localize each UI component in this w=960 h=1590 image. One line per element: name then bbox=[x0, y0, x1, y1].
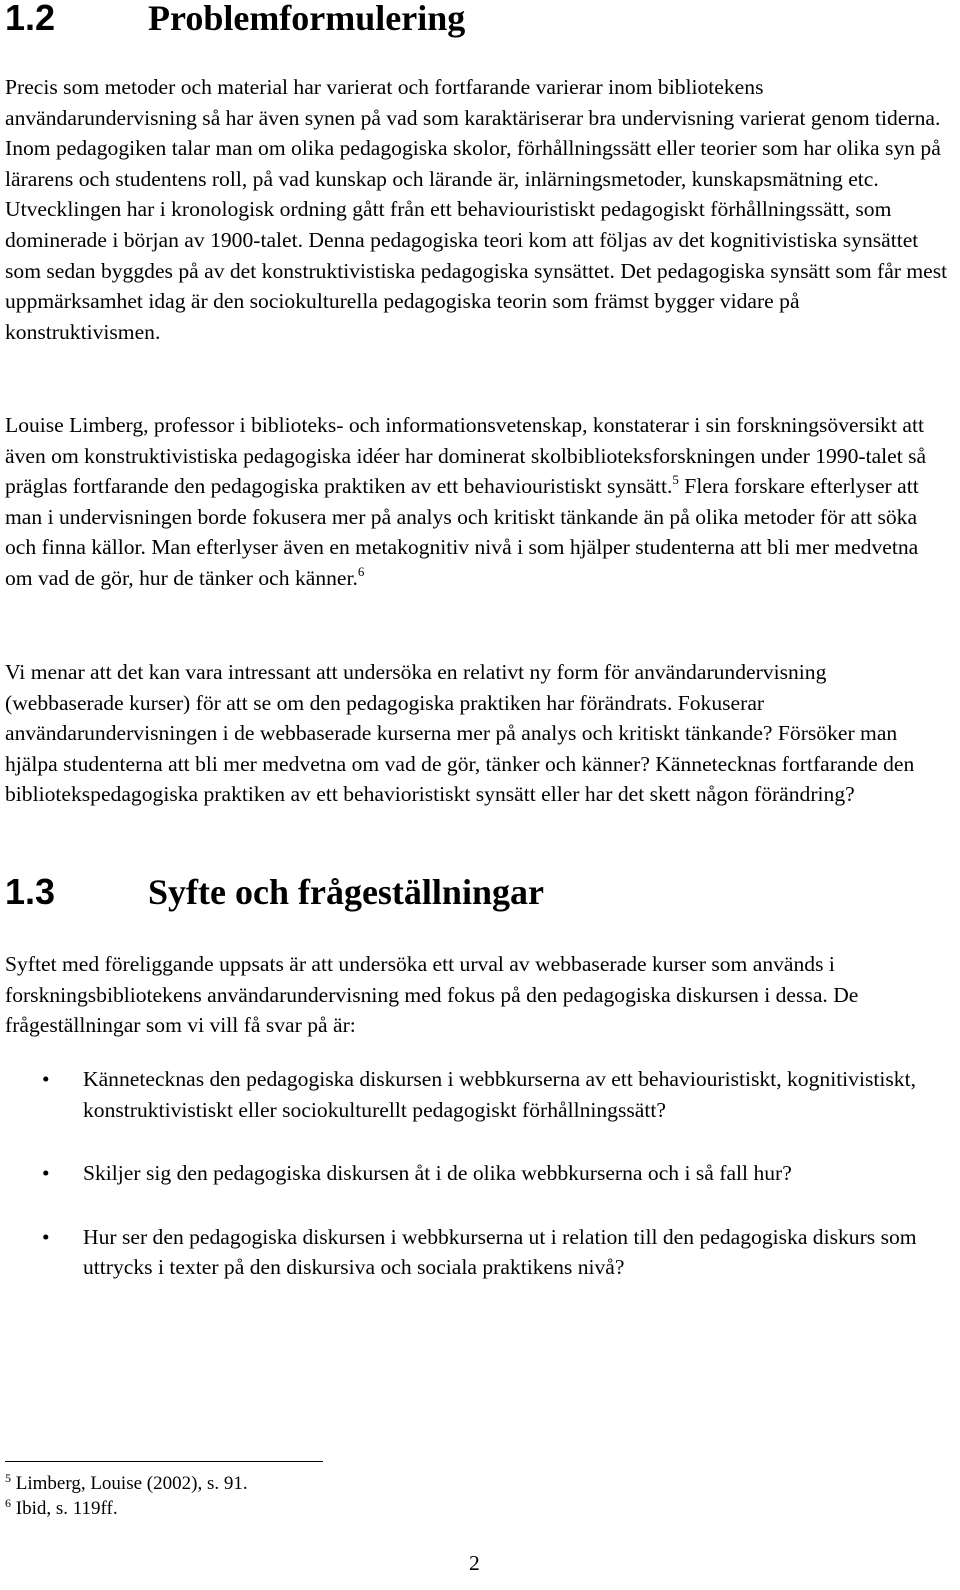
section-heading-problemformulering bbox=[5, 0, 465, 38]
list-item-text: Skiljer sig den pedagogiska diskursen åt i de olika webbkurserna och i så fall hur? bbox=[83, 1161, 792, 1186]
list-item bbox=[5, 1222, 950, 1283]
bullet-icon: • bbox=[42, 1224, 50, 1249]
section-title: Syfte och frågeställningar bbox=[148, 872, 544, 912]
paragraph-purpose: Syftet med föreliggande uppsats är att undersöka ett urval av webbaserade kurser som används i forskningsbibliotekens användarundervisning med fokus på den pedagogiska diskursen i dessa. De frågeställningar som vi vill få svar på är: bbox=[5, 952, 859, 1038]
footnote-5 bbox=[5, 1472, 248, 1496]
section-number: 1.2 bbox=[5, 0, 56, 38]
footnote-text: Limberg, Louise (2002), s. 91. bbox=[11, 1473, 248, 1494]
paragraph-text: Flera forskare efterlyser att man i undervisningen borde fokusera mer på analys och kritiskt tänkande än på olika metoder för att söka och finna källor. Man efterlyser även en metakognitiv nivå i som hjälper studenterna att bli mer medvetna om vad de gör, hur de tänker och känner. bbox=[5, 474, 919, 590]
footnote-text: Ibid, s. 119ff. bbox=[11, 1498, 118, 1519]
footnote-ref-6[interactable]: 6 bbox=[357, 563, 365, 579]
footnote-ref-5[interactable]: 5 bbox=[672, 472, 679, 488]
section-number: 1.3 bbox=[5, 871, 56, 912]
footnote-number: 6 bbox=[5, 1496, 11, 1510]
section-title: Problemformulering bbox=[148, 0, 466, 38]
list-item bbox=[5, 1064, 950, 1125]
research-questions-list bbox=[5, 1064, 950, 1283]
list-item bbox=[5, 1158, 950, 1189]
paragraph-limberg-research bbox=[5, 410, 950, 594]
footnote-6 bbox=[5, 1497, 118, 1521]
paragraph-text: Louise Limberg, professor i biblioteks- och informationsvetenskap, konstaterar i sin forskningsöversikt att även om konstruktivistiska pedagogiska idéer har dominerat skolbiblioteksforskningen under 1990-talet så präglas fortfarande den pedagogiska praktiken av ett behaviouristiskt synsätt. bbox=[5, 413, 927, 499]
list-item-text: Hur ser den pedagogiska diskursen i webbkurserna ut i relation till den pedagogiska diskurs som uttrycks i texter på den diskursiva och sociala praktikens nivå? bbox=[83, 1224, 917, 1280]
section-heading-syfte bbox=[5, 872, 544, 912]
page-number: 2 bbox=[469, 1551, 480, 1575]
list-item-text: Kännetecknas den pedagogiska diskursen i webbkurserna av ett behaviouristiskt, kognitivistiskt, konstruktivistiskt eller sociokulturellt pedagogiskt förhållningssätt? bbox=[83, 1067, 916, 1122]
paragraph-research-interest: Vi menar att det kan vara intressant att undersöka en relativt ny form för användarundervisning (webbaserade kurser) för att se om den pedagogiska praktiken har förändrats. Fokuserar användarundervisningen i de webbaserade kurserna mer på analys och kritiskt tänkande? Försöker man hjälpa studenterna att bli mer medvetna om vad de gör, tänker och känner? Kännetecknas fortfarande den bibliotekspedagogiska praktiken av ett behavioristiskt synsätt eller har det skett någon förändring? bbox=[5, 660, 915, 807]
footnote-divider bbox=[5, 1461, 323, 1462]
bullet-icon: • bbox=[42, 1067, 50, 1091]
footnote-number: 5 bbox=[5, 1471, 11, 1485]
paragraph-pedagogical-schools: Precis som metoder och material har varierat och fortfarande varierar inom bibliotekens användarundervisning så har även synen på vad som karaktäriserar bra undervisning varierat genom tiderna. Inom pedagogiken talar man om olika pedagogiska skolor, förhållningssätt eller teorier som har olika syn på lärarens och studentens roll, på vad kunskap och lärande är, inlärningsmetoder, kunskapsmätning etc. Utvecklingen har i kronologisk ordning gått från ett behaviouristiskt pedagogiskt förhållningssätt, som dominerade i början av 1900-talet. Denna pedagogiska teori kom att följas av det kognitivistiska synsättet som sedan byggdes på av det konstruktivistiska pedagogiska synsättet. Det pedagogiska synsätt som får mest uppmärksamhet idag är den sociokulturella pedagogiska teorin som främst bygger vidare på konstruktivismen. bbox=[5, 75, 948, 344]
bullet-icon: • bbox=[42, 1161, 50, 1186]
